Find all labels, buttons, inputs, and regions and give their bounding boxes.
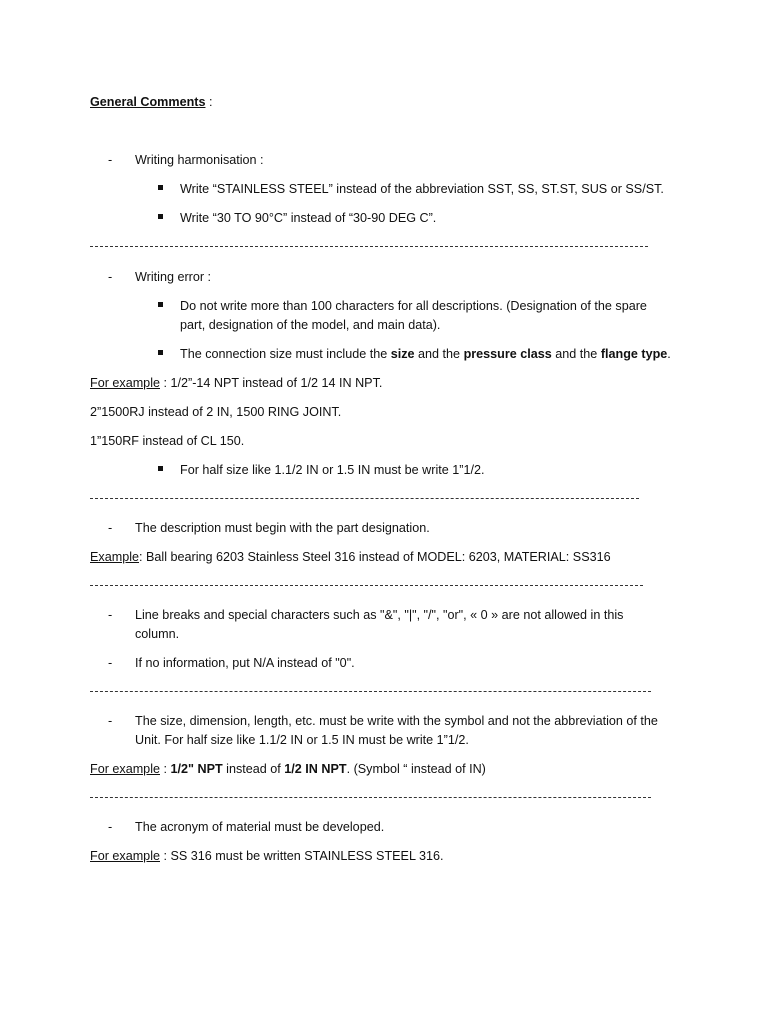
error-item-characters-line1: Do not write more than 100 characters for all descriptions. (Designation of the spare (180, 299, 647, 313)
no-information-item: If no information, put N/A instead of "0". (135, 656, 355, 670)
example-ball-bearing: Example: Ball bearing 6203 Stainless Steel 316 instead of MODEL: 6203, MATERIAL: SS316 (90, 550, 611, 564)
dash-bullet: - (108, 153, 113, 167)
square-bullet-icon (158, 214, 163, 219)
harmonisation-item-stainless: Write “STAINLESS STEEL” instead of the abbreviation SST, SS, ST.ST, SUS or SS/ST. (180, 182, 664, 196)
description-begin-item: The description must begin with the part designation. (135, 521, 430, 535)
dashed-separator (90, 498, 639, 499)
dash-bullet: - (108, 820, 113, 834)
square-bullet-icon (158, 185, 163, 190)
square-bullet-icon (158, 302, 163, 307)
example-stainless-316: For example : SS 316 must be written STAINLESS STEEL 316. (90, 849, 444, 863)
example-cl150: 1”150RF instead of CL 150. (90, 434, 245, 448)
dashed-separator (90, 585, 643, 586)
example-ring-joint: 2”1500RJ instead of 2 IN, 1500 RING JOINT. (90, 405, 342, 419)
example-symbol: For example : 1/2" NPT instead of 1/2 IN NPT. (Symbol “ instead of IN) (90, 762, 486, 776)
dash-bullet: - (108, 656, 113, 670)
error-item-characters-line2: part, designation of the model, and main data). (180, 318, 441, 332)
heading-title: General Comments (90, 95, 206, 109)
example-npt: For example : 1/2”-14 NPT instead of 1/2 14 IN NPT. (90, 376, 383, 390)
dash-bullet: - (108, 608, 113, 622)
special-characters-line2: column. (135, 627, 180, 641)
dashed-separator (90, 246, 648, 247)
symbol-rule-line1: The size, dimension, length, etc. must be write with the symbol and not the abbreviation of the (135, 714, 658, 728)
square-bullet-icon (158, 350, 163, 355)
error-item-half-size: For half size like 1.1/2 IN or 1.5 IN must be write 1”1/2. (180, 463, 485, 477)
square-bullet-icon (158, 466, 163, 471)
error-item-connection-size: The connection size must include the size and the pressure class and the flange type. (180, 347, 671, 361)
dash-bullet: - (108, 270, 113, 284)
dash-bullet: - (108, 714, 113, 728)
dashed-separator (90, 797, 651, 798)
acronym-item: The acronym of material must be developed. (135, 820, 385, 834)
special-characters-line1: Line breaks and special characters such as "&", "|", "/", "or", « 0 » are not allowed in this (135, 608, 624, 622)
general-comments-heading (90, 94, 212, 110)
heading-suffix: : (205, 95, 213, 109)
writing-harmonisation-label: Writing harmonisation : (135, 153, 264, 167)
harmonisation-item-temperature: Write “30 TO 90°C” instead of “30-90 DEG C”. (180, 211, 437, 225)
symbol-rule-line2: Unit. For half size like 1.1/2 IN or 1.5 IN must be write 1”1/2. (135, 733, 469, 747)
dash-bullet: - (108, 521, 113, 535)
writing-error-label: Writing error : (135, 270, 212, 284)
dashed-separator (90, 691, 651, 692)
